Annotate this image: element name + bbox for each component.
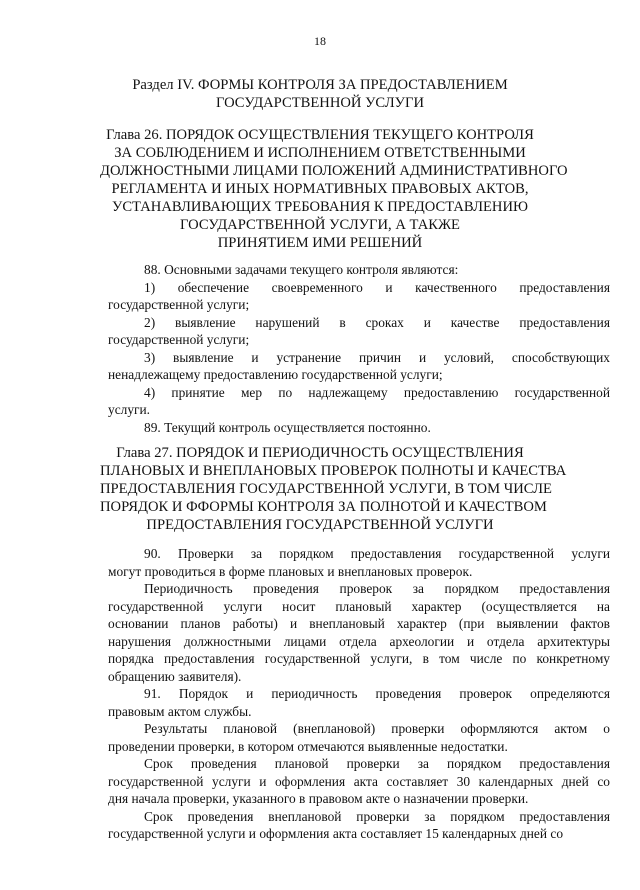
section-heading xyxy=(100,76,540,112)
paragraph-line: Срок проведения плановой проверки за порядком предоставления xyxy=(144,756,610,771)
chapter-26-heading-line: УСТАНАВЛИВАЮЩИХ ТРЕБОВАНИЯ К ПРЕДОСТАВЛЕНИЮ xyxy=(111,199,529,215)
chapter-27-heading-line: ПОРЯДОК И ФФОРМЫ КОНТРОЛЯ ЗА ПОЛНОТОЙ И КАЧЕСТВОМ xyxy=(100,499,547,515)
paragraph-line: Результаты плановой (внеплановой) проверки оформляются актом о xyxy=(144,721,610,736)
paragraph-line: 91. Порядок и периодичность проведения проверок определяются xyxy=(144,686,610,701)
chapter-26-heading-line: ГОСУДАРСТВЕННОЙ УСЛУГИ, А ТАКЖЕ xyxy=(180,217,460,233)
chapter-26-heading-line: Глава 26. ПОРЯДОК ОСУЩЕСТВЛЕНИЯ ТЕКУЩЕГО КОНТРОЛЯ xyxy=(106,127,534,143)
chapter-26-heading-line: ПРИНЯТИЕМ ИМИ РЕШЕНИЙ xyxy=(217,235,423,251)
paragraph xyxy=(108,419,610,437)
paragraph xyxy=(108,808,610,843)
chapter-26-heading-line: ЗА СОБЛЮДЕНИЕМ И ИСПОЛНЕНИЕМ ОТВЕТСТВЕННЫМИ xyxy=(114,145,526,161)
chapter-26-heading-line: ДОЛЖНОСТНЫМИ ЛИЦАМИ ПОЛОЖЕНИЙ АДМИНИСТРАТИВНОГО xyxy=(100,163,568,179)
paragraph-line: обращению заявителя). xyxy=(108,668,242,684)
paragraph xyxy=(108,314,610,349)
paragraph-line: государственной услуги и оформления акта составляет 30 календарных дней со xyxy=(108,773,610,789)
paragraph-line: 4) принятие мер по надлежащему предоставлению государственной xyxy=(144,384,610,400)
paragraph-line: могут проводиться в форме плановых и внеплановых проверок. xyxy=(108,563,473,579)
paragraph-line: услуги. xyxy=(108,402,151,417)
paragraph xyxy=(108,384,610,419)
paragraph-line: государственной услуги и оформления акта составляет 15 календарных дней со xyxy=(108,826,564,841)
chapter-27-heading xyxy=(100,444,567,534)
paragraph-line: Срок проведения внеплановой проверки за порядком предоставления xyxy=(144,808,610,824)
chapter-27-heading-line: ПРЕДОСТАВЛЕНИЯ ГОСУДАРСТВЕННОЙ УСЛУГИ xyxy=(146,517,494,533)
paragraph xyxy=(108,279,610,314)
paragraph-line: дня начала проверки, указанного в правовом акте о назначении проверки. xyxy=(108,791,529,806)
section-heading-line: ГОСУДАРСТВЕННОЙ УСЛУГИ xyxy=(216,95,424,111)
paragraph-line: 88. Основными задачами текущего контроля являются: xyxy=(144,262,459,277)
paragraph xyxy=(108,685,610,720)
paragraph-line: порядка предоставления государственной услуги, в том числе по конкретному xyxy=(108,651,610,666)
paragraph-line: 2) выявление нарушений в сроках и качестве предоставления xyxy=(144,314,610,330)
chapter-26-heading-line: РЕГЛАМЕНТА И ИНЫХ НОРМАТИВНЫХ ПРАВОВЫХ АКТОВ, xyxy=(111,181,529,197)
paragraph xyxy=(108,720,610,755)
paragraph-line: проведении проверки, в котором отмечаются выявленные недостатки. xyxy=(108,738,508,754)
chapter-27-heading-line: ПЛАНОВЫХ И ВНЕПЛАНОВЫХ ПРОВЕРОК ПОЛНОТЫ И КАЧЕСТВА xyxy=(100,463,567,479)
paragraph-line: ненадлежащему предоставлению государственной услуги; xyxy=(108,367,443,382)
paragraph-line: 89. Текущий контроль осуществляется постоянно. xyxy=(144,419,431,435)
paragraph-line: 90. Проверки за порядком предоставления государственной услуги xyxy=(144,546,610,561)
paragraph-line: Периодичность проведения проверок за порядком предоставления xyxy=(144,581,610,596)
chapter-27-heading-line: ПРЕДОСТАВЛЕНИЯ ГОСУДАРСТВЕННОЙ УСЛУГИ, В ТОМ ЧИСЛЕ xyxy=(100,481,552,497)
chapter-26-heading xyxy=(100,126,568,252)
paragraph-line: государственной услуги носит плановый характер (осуществляется на xyxy=(108,598,610,614)
paragraph-line: нарушения должностными лицами отдела археологии и отдела архитектуры xyxy=(108,633,610,649)
paragraph xyxy=(108,580,610,685)
paragraph xyxy=(108,545,610,580)
paragraph-line: государственной услуги; xyxy=(108,297,250,312)
paragraph-line: 1) обеспечение своевременного и качественного предоставления xyxy=(144,279,610,295)
chapter-26-body xyxy=(108,261,610,436)
paragraph-line: правовым актом службы. xyxy=(108,703,252,719)
paragraph-line: основании планов работы) и внеплановый характер (при выявлении фактов xyxy=(108,616,610,631)
chapter-27-body xyxy=(108,545,610,843)
paragraph-line: государственной услуги; xyxy=(108,332,250,347)
section-heading-line: Раздел IV. ФОРМЫ КОНТРОЛЯ ЗА ПРЕДОСТАВЛЕНИЕМ xyxy=(132,77,508,93)
page-number: 18 xyxy=(314,34,326,48)
chapter-27-heading-line: Глава 27. ПОРЯДОК И ПЕРИОДИЧНОСТЬ ОСУЩЕСТВЛЕНИЯ xyxy=(116,445,524,461)
paragraph xyxy=(108,349,610,384)
paragraph-line: 3) выявление и устранение причин и условий, способствующих xyxy=(144,349,610,365)
paragraph xyxy=(108,755,610,808)
paragraph xyxy=(108,261,610,279)
